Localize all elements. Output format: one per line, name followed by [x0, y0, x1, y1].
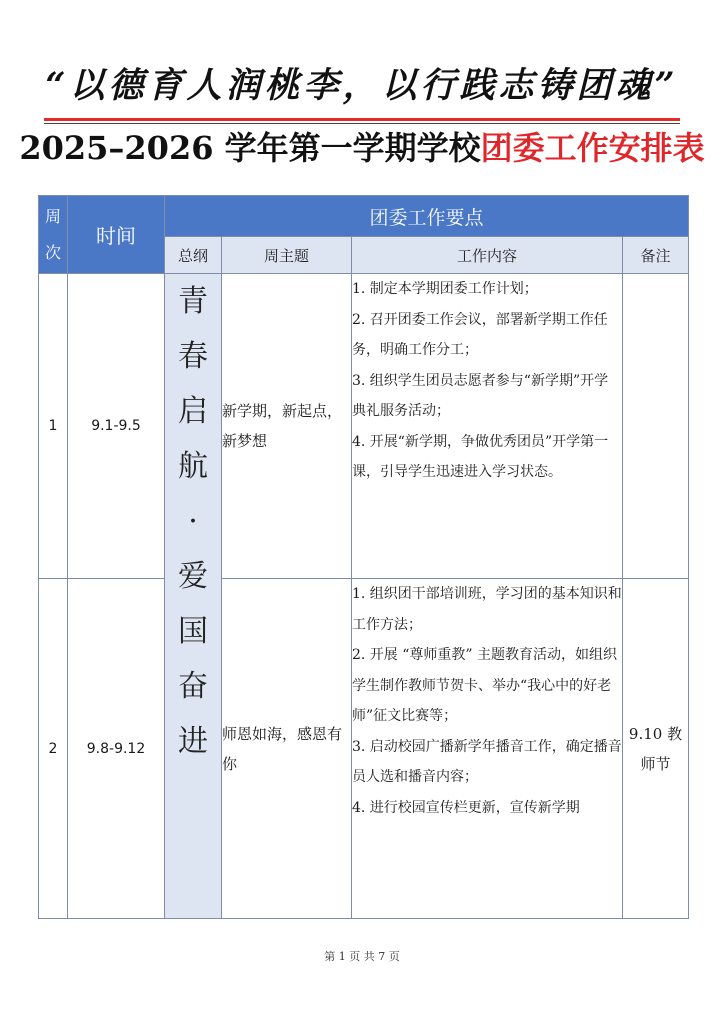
header-time: 时间	[68, 196, 165, 274]
outline-cell	[165, 274, 222, 919]
row-theme: 师恩如海，感恩有你	[222, 579, 352, 919]
outline-char: 奋	[178, 669, 208, 704]
red-rule-divider	[44, 118, 680, 121]
row-time: 9.1-9.5	[68, 274, 165, 579]
outline-char: 爱	[178, 559, 208, 594]
outline-char: 启	[178, 394, 208, 429]
header-group: 团委工作要点	[165, 196, 689, 237]
slogan: “以德育人润桃李，以行践志铸团魂”	[45, 65, 679, 106]
subheader-outline: 总纲	[165, 237, 222, 274]
row-time: 9.8-9.12	[68, 579, 165, 919]
header-week-char-2: 次	[44, 242, 61, 262]
outline-char: ·	[188, 504, 198, 539]
content-item: 3. 组织学生团员志愿者参与“新学期”开学典礼服务活动；	[352, 372, 609, 419]
content-item: 1. 组织团干部培训班，学习团的基本知识和工作方法；	[352, 586, 622, 633]
content-item: 2. 召开团委工作会议，部署新学期工作任务，明确工作分工；	[352, 311, 608, 358]
outline-char: 青	[178, 284, 208, 319]
header-week	[39, 196, 68, 274]
outline-char: 国	[178, 614, 208, 649]
row-remark	[623, 274, 689, 579]
schedule-table	[38, 195, 689, 919]
subheader-theme: 周主题	[222, 237, 352, 274]
row-theme: 新学期，新起点，新梦想	[222, 274, 352, 579]
row-week: 1	[39, 274, 68, 579]
row-content	[352, 274, 623, 579]
subheader-remark: 备注	[623, 237, 689, 274]
content-item: 4. 进行校园宣传栏更新，宣传新学期	[352, 799, 580, 816]
content-item: 4. 开展“新学期，争做优秀团员”开学第一课，引导学生迅速进入学习状态。	[352, 433, 609, 480]
header-week-char-1: 周	[44, 206, 61, 226]
row-content	[352, 579, 623, 919]
content-item: 1. 制定本学期团委工作计划；	[352, 281, 538, 297]
outline-char: 进	[178, 724, 208, 759]
title-red-part: 团委工作安排表	[480, 129, 705, 167]
content-item: 2. 开展 “尊师重教” 主题教育活动，如组织学生制作教师节贺卡、举办“我心中的好老师”征文比赛等；	[352, 647, 618, 724]
row-week: 2	[39, 579, 68, 919]
table-row	[39, 579, 689, 919]
dark-rule-divider	[44, 123, 680, 124]
title-black-part: 2025–2026 学年第一学期学校	[19, 129, 481, 167]
outline-char: 春	[178, 339, 208, 374]
content-clip	[352, 579, 622, 876]
subheader-content: 工作内容	[352, 237, 623, 274]
outline-char: 航	[178, 449, 208, 484]
page-title	[0, 126, 724, 170]
table-row	[39, 274, 689, 579]
page-footer: 第 1 页 共 7 页	[324, 950, 400, 963]
row-remark: 9.10 教师节	[623, 579, 689, 919]
content-item: 3. 启动校园广播新学年播音工作，确定播音员人选和播音内容；	[352, 738, 622, 785]
